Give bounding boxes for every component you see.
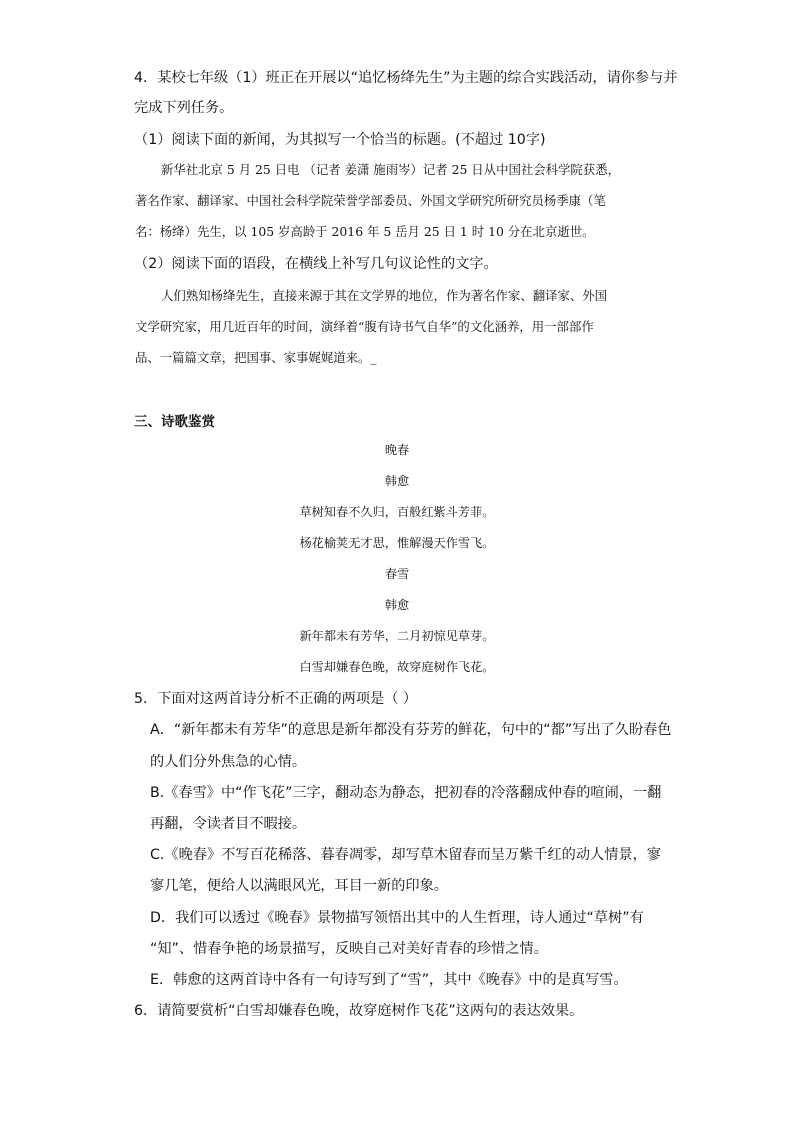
poem1-author: 韩愈 [384,474,410,488]
poem1-title: 晚春 [384,443,410,457]
q5-option-line: E．韩愈的这两首诗中各有一句诗写到了“雪”，其中《晚春》中的是真写雪。 [150,972,628,988]
poem2-line: 白雪却嫌春色晚，故穿庭树作飞花。 [299,660,495,674]
q5-option-line: C.《晚春》不写百花稀落、暮春凋零，却写草木留春而呈万紫千红的动人情景，寥 [150,847,661,863]
news-line: 新华社北京 5 月 25 日电 （记者 姜潇 施雨岑）记者 25 日从中国社会科学院获悉， [161,162,620,177]
q4-sub1: （1）阅读下面的新闻，为其拟写一个恰当的标题。(不超过 10字) [134,132,546,148]
poem2-author: 韩愈 [384,598,410,612]
q5-option-line: A．“新年都未有芳华”的意思是新年都没有芬芳的鲜花，句中的“都”写出了久盼春色 [150,722,672,738]
news-line: 名：杨绛）先生，以 105 岁高龄于 2016 年 5 岳月 25 日 1 时 10 分在北京逝世。 [135,224,595,239]
q5-stem: 5．下面对这两首诗分析不正确的两项是（ ） [134,691,418,707]
q5-option-line: “知”、惜春争艳的场景描写，反映自己对美好青春的珍惜之情。 [150,941,548,957]
news-line: 著名作家、翻译家、中国社会科学院荣誉学部委员、外国文学研究所研究员杨季康（笔 [135,193,606,208]
q5-option-line: D．我们可以透过《晚春》景物描写领悟出其中的人生哲理，诗人通过“草树”有 [150,910,644,926]
poem1-line: 杨花榆荚无才思，惟解漫天作雪飞。 [299,536,495,550]
q5-option-line: B.《春雪》中“作飞花”三字，翻动态为静态，把初春的冷落翻成仲春的喧闹，一翻 [150,785,662,801]
section-heading: 三、诗歌鉴赏 [134,414,215,430]
poem1-line: 草树知春不久归，百般红紫斗芳菲。 [299,505,495,519]
q4-intro-line1: 4．某校七年级（1）班正在开展以“追忆杨绛先生”为主题的综合实践活动，请你参与并 [134,70,678,86]
para-line: 文学研究家，用几近百年的时间，演绎着“腹有诗书气自华”的文化涵养，用一部部作 [135,319,594,334]
poem2-line: 新年都未有芳华，二月初惊见草芽。 [299,629,495,643]
q6-stem: 6．请简要赏析“白雪却嫌春色晚，故穿庭树作飞花”这两句的表达效果。 [134,1003,584,1019]
q5-option-line: 再翻，令读者目不暇接。 [150,816,307,832]
q5-option-line: 寥几笔，便给人以满眼风光，耳目一新的印象。 [150,878,448,894]
q4-intro-line2: 完成下列任务。 [134,100,234,116]
para-line: 人们熟知杨绛先生，直接来源于其在文学界的地位，作为著名作家、翻译家、外国 [161,288,608,303]
para-line: 品、一篇篇文章，把国事、家事娓娓道来。_ [135,350,377,365]
q4-sub2: （2）阅读下面的语段，在横线上补写几句议论性的文字。 [134,256,498,272]
poem2-title: 春雪 [384,567,410,581]
q5-option-line: 的人们分外焦急的心情。 [150,754,307,770]
